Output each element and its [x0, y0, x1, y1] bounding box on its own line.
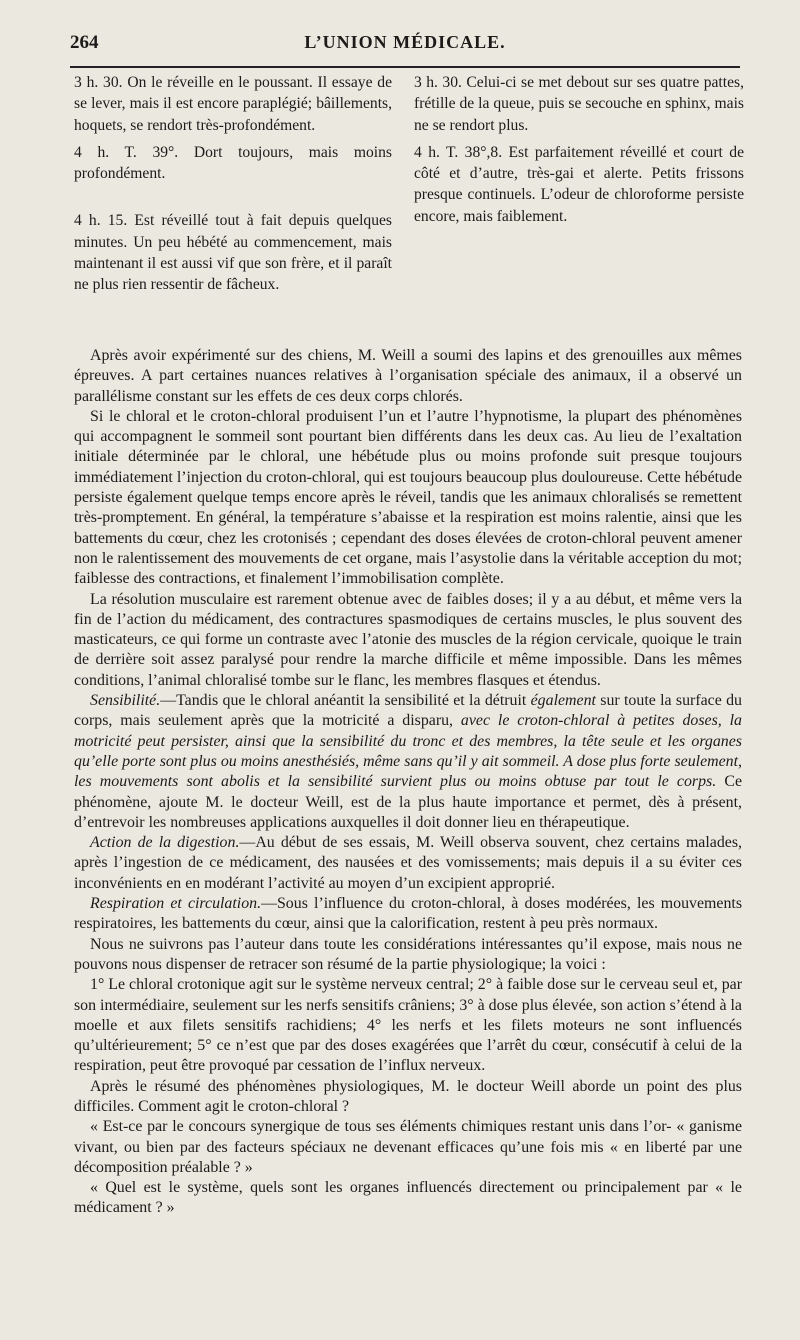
- paragraph-sensibilite: [74, 691, 742, 833]
- emphasis: également: [530, 692, 596, 710]
- section-label: Respiration et circulation.: [90, 895, 262, 913]
- paragraph-digestion: [74, 833, 742, 894]
- paragraph: Si le chloral et le croton-chloral produisent l’un et l’autre l’hypnotisme, la plupart des phénomènes qui accompagnent le sommeil sont pourtant bien différents dans les deux cas. Au lieu de l’exaltation initiale déterminée par le chloral, une hébétude plus ou moins profonde suit presque toujours immédiatement l’injection du croton-chloral, qui est toujours beaucoup plus douloureuse. Cette hébétude persiste également quelque temps encore après le réveil, tandis que les animaux chloralisés se remettent très-promptement. En général, la température s’abaisse et la respiration est moins ralentie, ainsi que les battements du cœur, chez les crotonisés ; cependant des doses élevées de croton-chloral peuvent amener non le ralentissement des mouvements de cet organe, mais l’asystolie dans la véritable acception du mot; faiblesse des contractions, et finalement l’immobilisation complète.: [74, 407, 742, 588]
- right-entry: 3 h. 30. Celui-ci se met debout sur ses quatre pattes, frétille de la queue, puis se secouche en sphinx, mais ne se rendort plus.: [414, 74, 744, 134]
- section-label: Sensibilité.: [90, 692, 161, 710]
- paragraph-text: —Sous l’influence du croton-chloral, à doses modérées, les mouvements respiratoires, les battements du cœur, ainsi que la calorification, restent à peu près normaux.: [74, 895, 742, 933]
- main-text: [74, 346, 742, 1219]
- left-column: [74, 72, 392, 302]
- paragraph-text: sur toute la surface du corps, mais seulement après que la motricité a disparu,: [74, 692, 742, 730]
- paragraph-text: —Au début de ses essais, M. Weill observa souvent, chez certains malades, après l’ingestion de ce médicament, des nausées et des vomissements; mais depuis il a su éviter ces inconvénients en en modérant l’activité au moyen d’un excipient approprié.: [74, 834, 742, 892]
- running-title: L’UNION MÉDICALE.: [304, 32, 506, 52]
- paragraph: Nous ne suivrons pas l’auteur dans toute les considérations intéressantes qu’il expose, mais nous ne pouvons nous dispenser de retracer son résumé de la partie physiologique; la voici :: [74, 935, 742, 973]
- quotation: « Quel est le système, quels sont les organes influencés directement ou principalement par « le médicament ? »: [74, 1179, 742, 1217]
- paragraph-text: —Tandis que le chloral anéantit la sensibilité et la détruit: [160, 692, 531, 710]
- quotation: « Est-ce par le concours synergique de tous ses éléments chimiques restant unis dans l’or- « ganisme vivant, ou bien par des facteurs spéciaux ne devenant efficaces qu’une fois mis « en liberté par une décomposition préalable ? »: [74, 1118, 742, 1176]
- left-entry: 3 h. 30. On le réveille en le poussant. Il essaye de se lever, mais il est encore paraplégié; bâillements, hoquets, se rendort très-profondément.: [74, 74, 392, 134]
- paragraph-text: Ce phénomène, ajoute M. le docteur Weill, est de la plus haute importance et permet, dès à présent, d’entrevoir les nombreuses applications auxquelles il doit donner lieu en thérapeutique.: [74, 773, 742, 831]
- right-column: [414, 72, 744, 233]
- right-entry: 4 h. T. 38°,8. Est parfaitement réveillé et court de côté et d’autre, très-gai et alerte. Petits frissons presque continuels. L’odeur de chloroforme persiste encore, mais faiblement.: [414, 143, 744, 225]
- left-entry: 4 h. T. 39°. Dort toujours, mais moins profondément.: [74, 143, 392, 183]
- paragraph: 1° Le chloral crotonique agit sur le système nerveux central; 2° à faible dose sur le cerveau seul et, par son intermédiaire, seulement sur les nerfs sensitifs crâniens; 3° à dose plus élevée, son action s’étend à la moelle et aux filets sensitifs rachidiens; 4° les nerfs et les filets moteurs ne sont influencés qu’ultérieurement; 5° ce n’est que par des doses exagérées que l’arrêt du cœur, consécutif à celui de la respiration, peut être provoqué par cessation de l’influx nerveux.: [74, 976, 742, 1075]
- paragraph: La résolution musculaire est rarement obtenue avec de faibles doses; il y a au début, et même vers la fin de l’action du médicament, des contractures spasmodiques de certains muscles, le plus souvent des masticateurs, ce qui forme un contraste avec l’atonie des muscles de la région cervicale, quoique le train de derrière soit assez paralysé pour rendre la marche difficile et même impossible. Dans les mêmes conditions, l’animal chloralisé tombe sur le flanc, les membres flasques et étendus.: [74, 590, 742, 689]
- header-rule: [70, 66, 740, 68]
- emphasis: avec le croton-chloral à petites doses, la motricité peut persister, ainsi que la sensibilité du tronc et des membres, la tête seule et les organes qu’elle porte sont plus ou moins anesthésiés, même sans qu’il y ait sommeil. A dose plus forte seulement, les mouvements sont abolis et la sensibilité survient plus ou moins obtuse par tout le corps.: [74, 712, 742, 791]
- paragraph-respiration: [74, 894, 742, 935]
- section-label: Action de la digestion.: [90, 834, 240, 852]
- page-number: 264: [70, 32, 99, 53]
- page-header: [70, 28, 740, 62]
- left-entry: 4 h. 15. Est réveillé tout à fait depuis quelques minutes. Un peu hébété au commencement, mais maintenant il est aussi vif que son frère, et il paraît ne plus rien ressentir de fâcheux.: [74, 212, 392, 294]
- paragraph: Après le résumé des phénomènes physiologiques, M. le docteur Weill aborde un point des plus difficiles. Comment agit le croton-chloral ?: [74, 1077, 742, 1115]
- paragraph: Après avoir expérimenté sur des chiens, M. Weill a soumi des lapins et des grenouilles aux mêmes épreuves. A part certaines nuances relatives à l’organisation spéciale des animaux, il a observé un parallélisme constant sur les effets de ces deux corps chlorés.: [74, 347, 742, 405]
